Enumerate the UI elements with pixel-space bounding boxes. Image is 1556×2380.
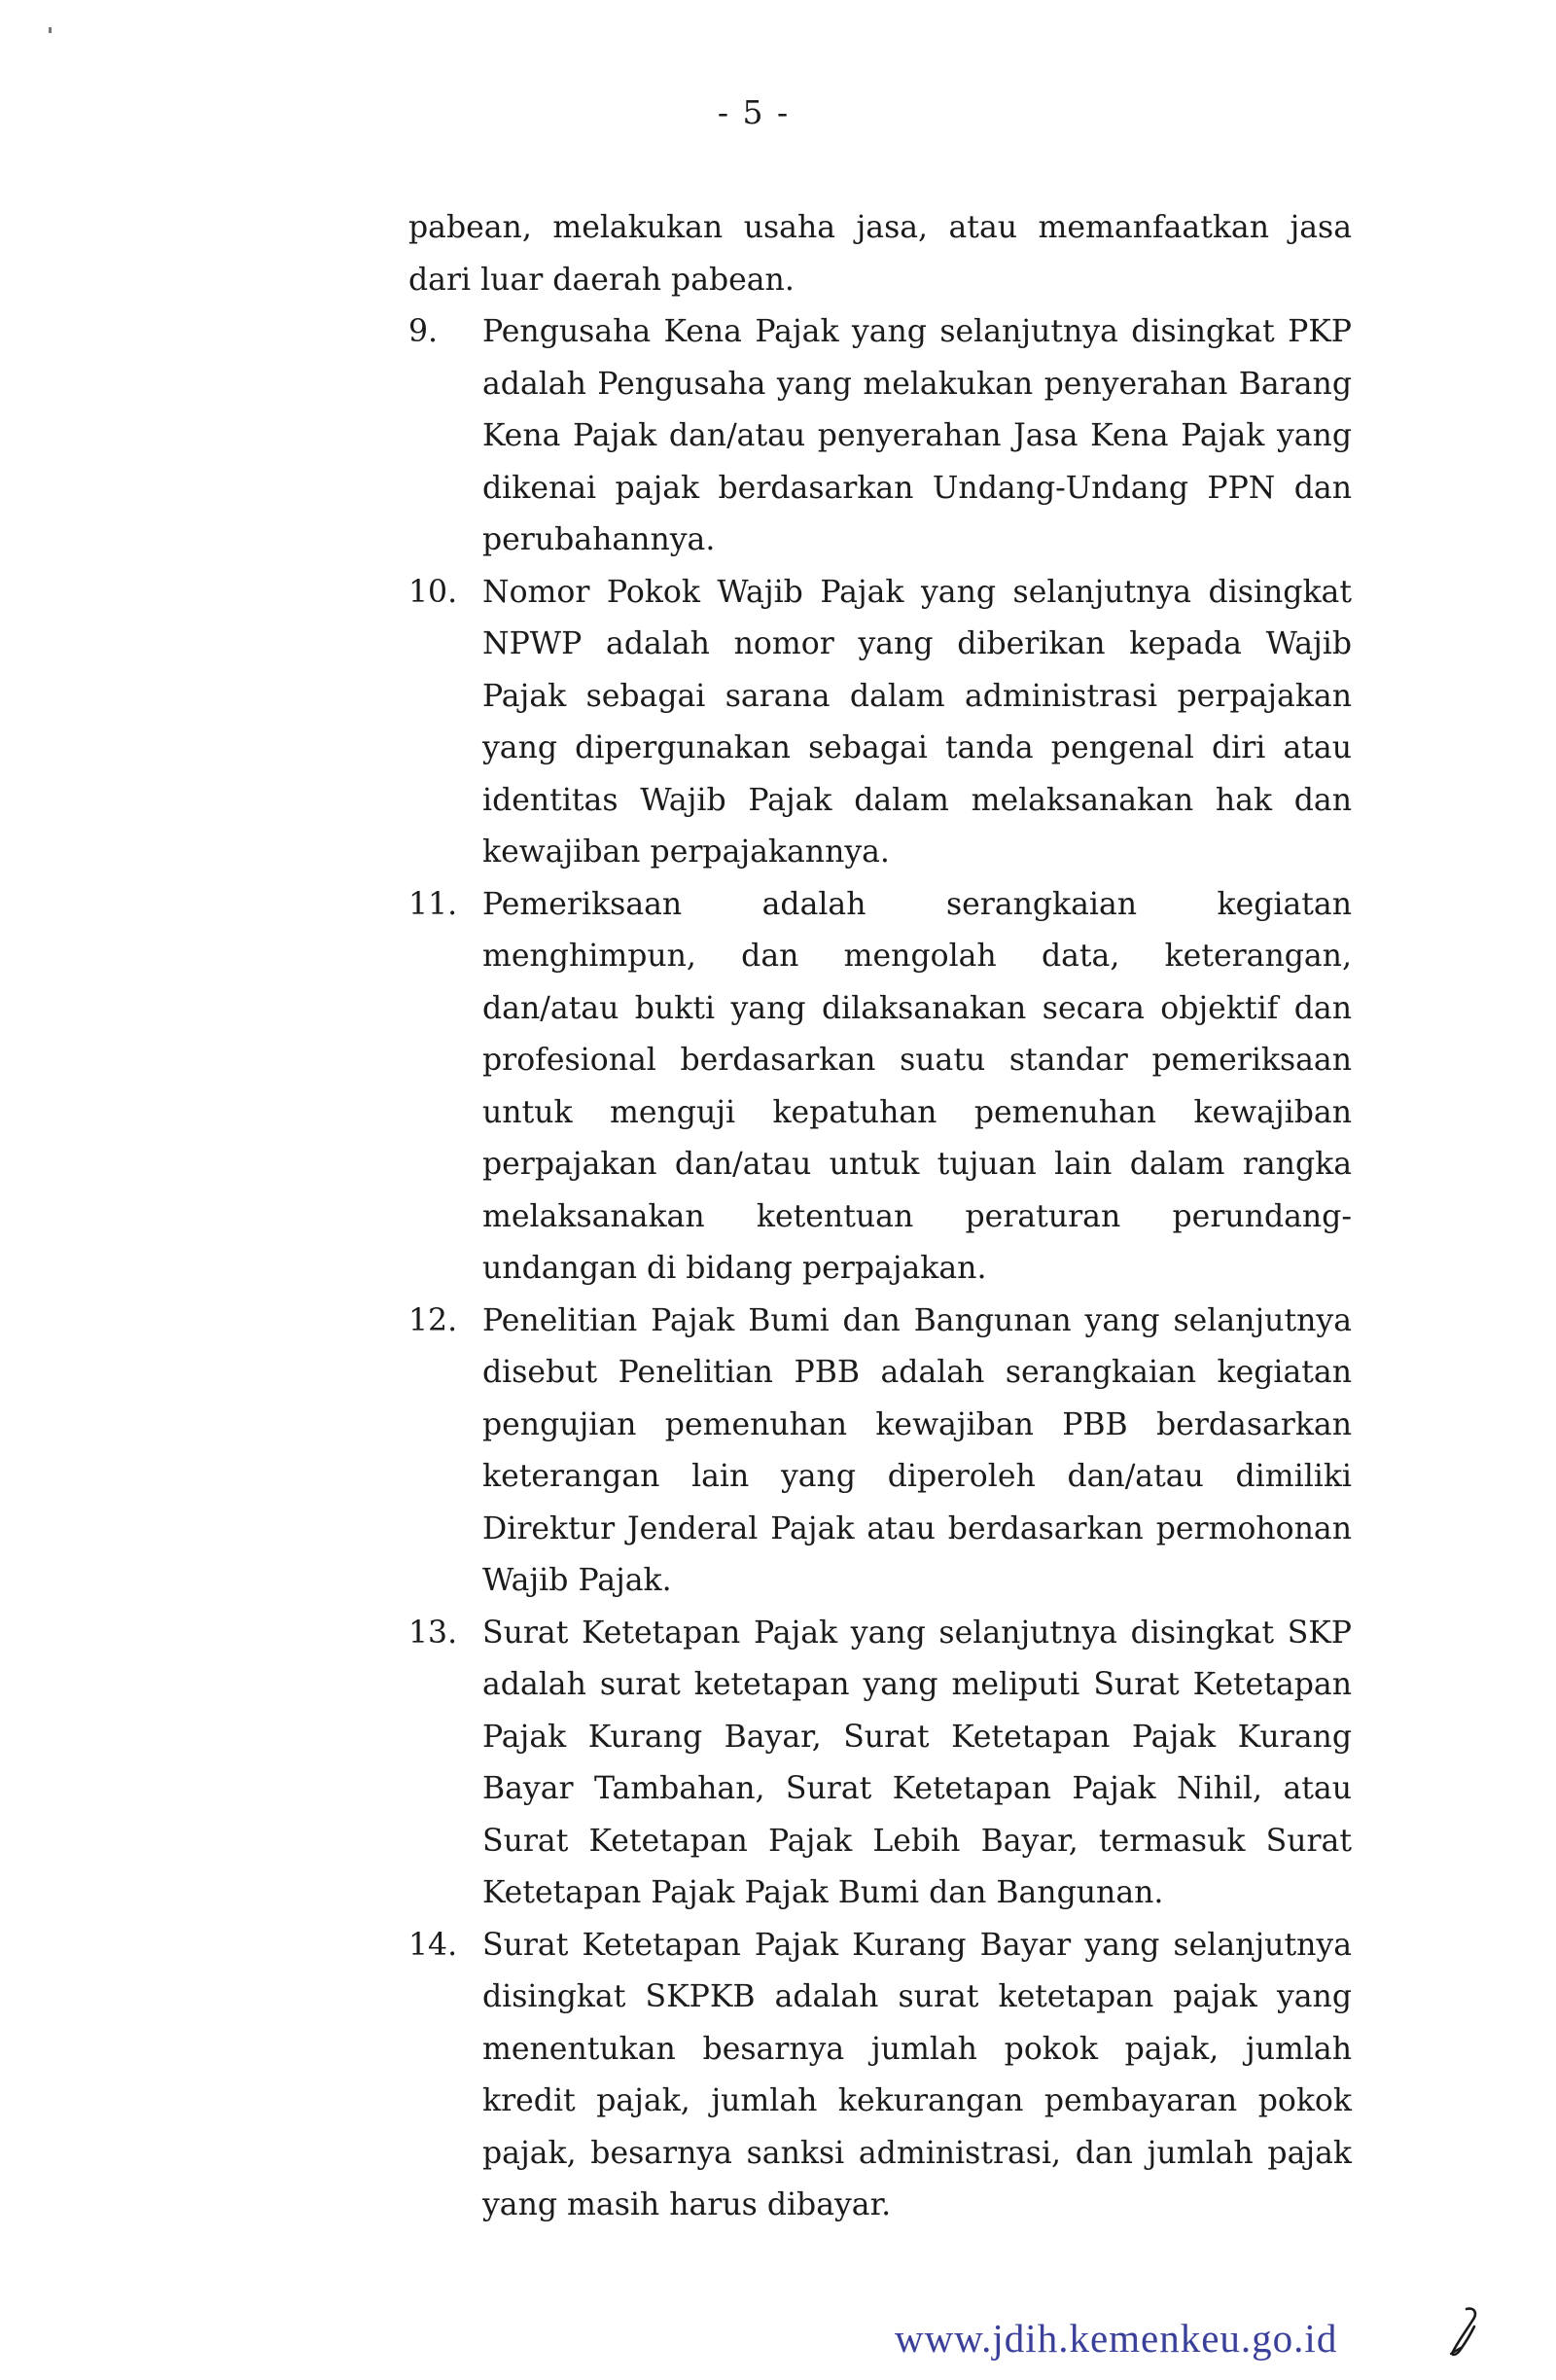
document-body [408,202,1352,2232]
scan-artifact [49,27,52,33]
footer-url-link[interactable]: www.jdih.kemenkeu.go.id [895,2316,1338,2361]
list-item [408,306,1352,567]
list-item-text: Penelitian Pajak Bumi dan Bangunan yang selanjutnya disebut Penelitian PBB adalah serangkaian kegiatan pengujian pemenuhan kewajiban PBB berdasarkan keterangan lain yang diperoleh dan/atau dimiliki Direktur Jenderal Pajak atau berdasarkan permohonan Wajib Pajak. [482,1302,1352,1598]
list-item-number: 10. [408,574,458,610]
list-item [408,567,1352,879]
list-item-text: Surat Ketetapan Pajak yang selanjutnya disingkat SKP adalah surat ketetapan yang meliputi Surat Ketetapan Pajak Kurang Bayar, Surat Ketetapan Pajak Kurang Bayar Tambahan, Surat Ketetapan Pajak Nihil, atau Surat Ketetapan Pajak Lebih Bayar, termasuk Surat Ketetapan Pajak Pajak Bumi dan Bangunan. [482,1615,1352,1910]
list-item-number: 14. [408,1927,458,1963]
list-item-text: Pengusaha Kena Pajak yang selanjutnya disingkat PKP adalah Pengusaha yang melakukan penyerahan Barang Kena Pajak dan/atau penyerahan Jasa Kena Pajak yang dikenai pajak berdasarkan Undang-Undang PPN dan perubahannya. [482,314,1352,557]
list-item-number: 9. [408,314,439,349]
paraf-signature-icon [1445,2305,1484,2363]
list-item-text: Pemeriksaan adalah serangkaian kegiatan menghimpun, dan mengolah data, keterangan, dan/atau bukti yang dilaksanakan secara objektif dan profesional berdasarkan suatu standar pemeriksaan untuk menguji kepatuhan pemenuhan kewajiban perpajakan dan/atau untuk tujuan lain dalam rangka melaksanakan ketentuan peraturan perundang-undangan di bidang perpajakan. [482,886,1352,1286]
list-item [408,1920,1352,2232]
list-item-text: Surat Ketetapan Pajak Kurang Bayar yang selanjutnya disingkat SKPKB adalah surat ketetapan pajak yang menentukan besarnya jumlah pokok pajak, jumlah kredit pajak, jumlah kekurangan pembayaran pokok pajak, besarnya sanksi administrasi, dan jumlah pajak yang masih harus dibayar. [482,1927,1352,2222]
page-number: - 5 - [717,93,791,131]
continuation-paragraph: pabean, melakukan usaha jasa, atau memanfaatkan jasa dari luar daerah pabean. [408,210,1352,298]
list-item [408,879,1352,1296]
list-item [408,1296,1352,1608]
list-item-text: Nomor Pokok Wajib Pajak yang selanjutnya disingkat NPWP adalah nomor yang diberikan kepada Wajib Pajak sebagai sarana dalam administrasi perpajakan yang dipergunakan sebagai tanda pengenal diri atau identitas Wajib Pajak dalam melaksanakan hak dan kewajiban perpajakannya. [482,574,1352,870]
list-item-number: 12. [408,1302,458,1338]
list-item-number: 13. [408,1615,458,1651]
list-item-number: 11. [408,886,458,922]
list-item [408,1608,1352,1920]
